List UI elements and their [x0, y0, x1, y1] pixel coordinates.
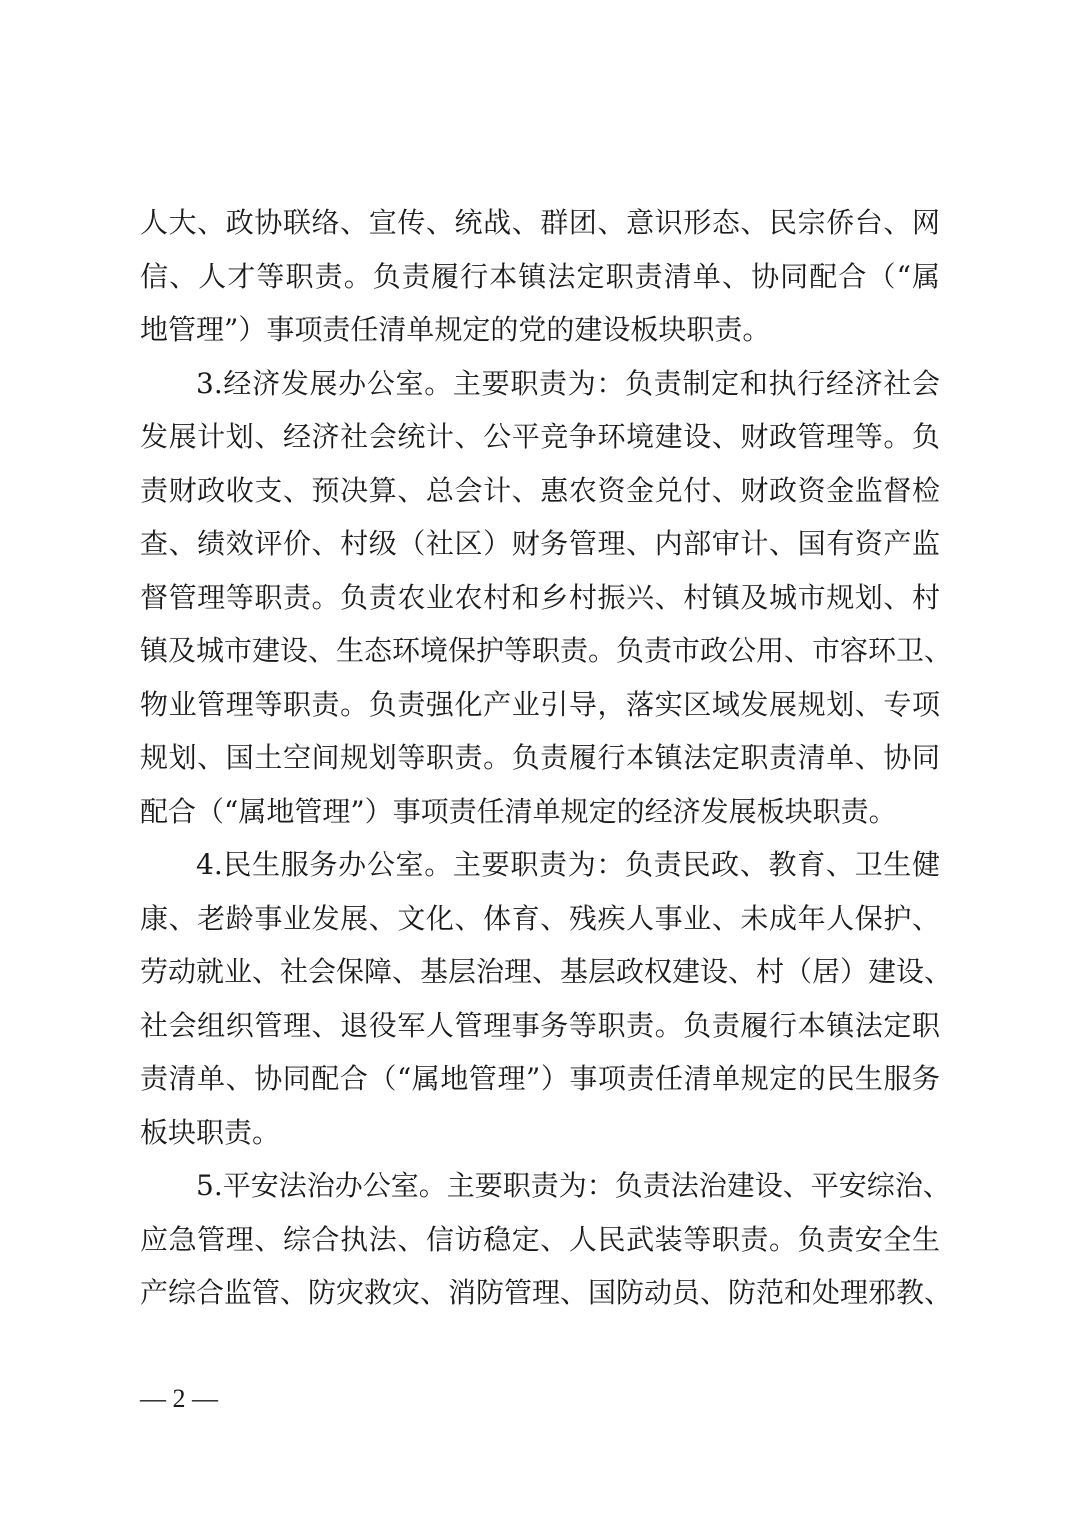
page-number: — 2 — — [140, 1384, 218, 1413]
text-line: 责财政收支、预决算、总会计、惠农资金兑付、财政资金监督检 — [140, 473, 940, 507]
text-line: 劳动就业、社会保障、基层治理、基层政权建设、村（居）建设、 — [140, 955, 953, 988]
text-line: 人大、政协联络、宣传、统战、群团、意识形态、民宗侨台、网 — [140, 206, 940, 239]
text-line: 4.民生服务办公室。主要职责为：负责民政、教育、卫生健 — [196, 848, 940, 881]
text-line: 板块职责。 — [140, 1115, 281, 1149]
text-line: 镇及城市建设、生态环境保护等职责。负责市政公用、市容环卫、 — [140, 634, 953, 667]
text-line: 查、绩效评价、村级（社区）财务管理、内部审计、国有资产监 — [140, 527, 940, 560]
text-line: 配合（“属地管理”）事项责任清单规定的经济发展板块职责。 — [140, 794, 897, 828]
text-line: 产综合监管、防灾救灾、消防管理、国防动员、防范和处理邪教、 — [140, 1276, 953, 1309]
text-line: 物业管理等职责。负责强化产业引导，落实区域发展规划、专项 — [140, 687, 940, 721]
text-line: 规划、国土空间规划等职责。负责履行本镇法定职责清单、协同 — [140, 741, 940, 774]
text-line: 社会组织管理、退役军人管理事务等职责。负责履行本镇法定职 — [140, 1008, 940, 1042]
text-line: 3.经济发展办公室。主要职责为：负责制定和执行经济社会 — [196, 366, 940, 400]
text-line: 信、人才等职责。负责履行本镇法定职责清单、协同配合（“属 — [140, 259, 940, 293]
text-line: 发展计划、经济社会统计、公平竞争环境建设、财政管理等。负 — [140, 420, 940, 453]
text-line: 督管理等职责。负责农业农村和乡村振兴、村镇及城市规划、村 — [140, 580, 940, 614]
text-line: 康、老龄事业发展、文化、体育、残疾人事业、未成年人保护、 — [140, 901, 940, 935]
text-line: 5.平安法治办公室。主要职责为：负责法治建设、平安综治、 — [196, 1169, 951, 1202]
text-line: 责清单、协同配合（“属地管理”）事项责任清单规定的民生服务 — [140, 1062, 940, 1095]
text-line: 地管理”）事项责任清单规定的党的建设板块职责。 — [140, 313, 771, 346]
text-line: 应急管理、综合执法、信访稳定、人民武装等职责。负责安全生 — [140, 1222, 940, 1256]
body-text — [140, 196, 953, 1320]
